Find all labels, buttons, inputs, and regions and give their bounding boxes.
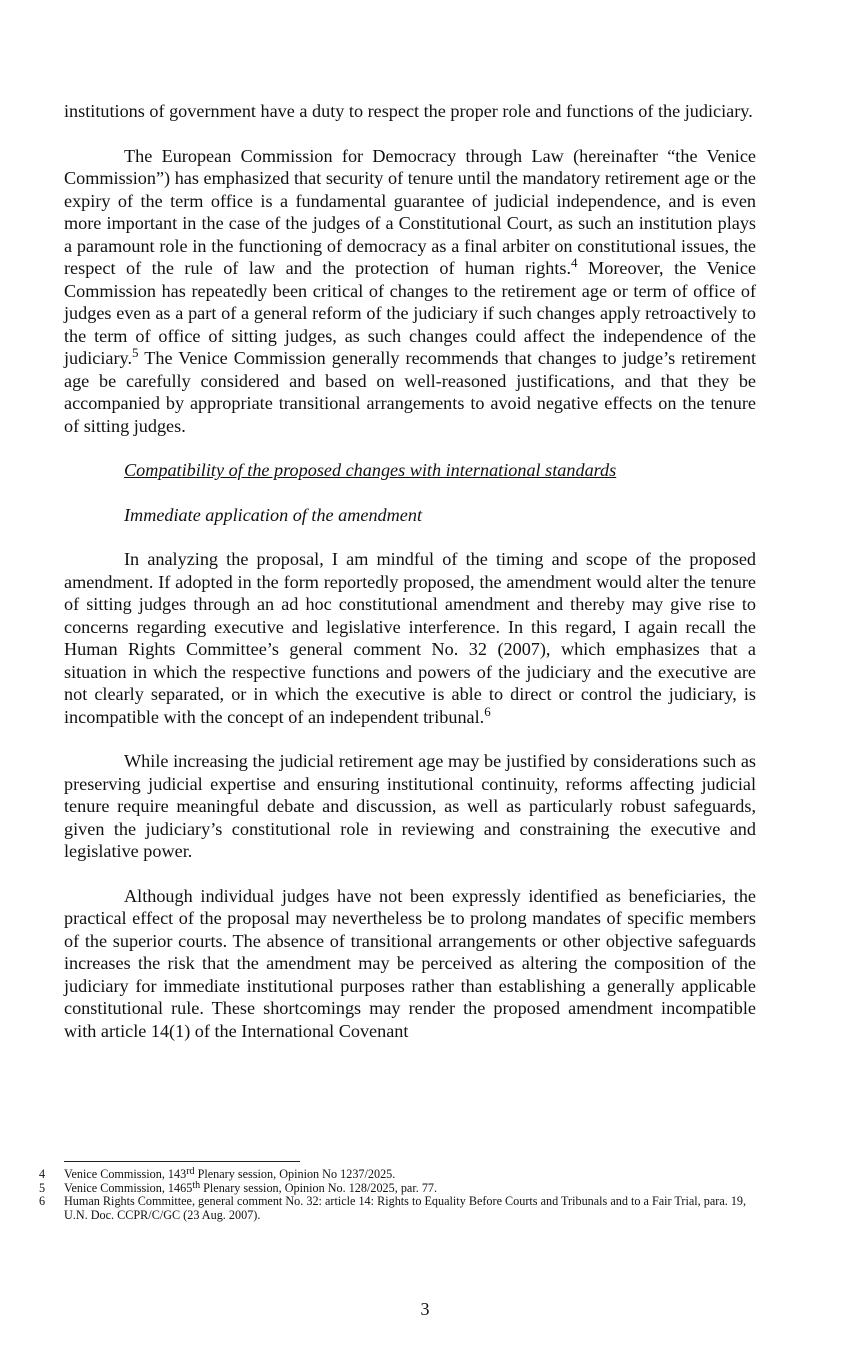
footnote-number: 4: [38, 1167, 46, 1181]
footnotes: [36, 1168, 756, 1222]
subsection-heading: Immediate application of the amendment: [124, 504, 423, 525]
footnote-ordinal: th: [192, 1179, 201, 1191]
footnote-text: Venice Commission, 1465: [64, 1180, 193, 1195]
paragraph-2-text-a: The European Commission for Democracy through Law (hereinafter “the Venice Commission”) has emphasized that security of tenure until the mandatory retirement age or the expiry of the term office is a fundamental guarantee of judicial independence, and is even more important in the case of the judges of a Constitutional Court, as such an institution plays a paramount role in the functioning of democracy as a final arbiter on constitutional issues, the respect of the rule of law and the protection of human rights.: [64, 145, 756, 278]
paragraph-5: Although individual judges have not been expressly identified as beneficiaries, the practical effect of the proposal may nevertheless be to prolong mandates of specific members of the superior courts. The absence of transitional arrangements or other objective safeguards increases the risk that the amendment may be perceived as altering the composition of the judiciary for immediate institutional purposes rather than establishing a generally applicable constitutional rule. These shortcomings may render the proposed amendment incompatible with article 14(1) of the International Covenant: [64, 885, 756, 1041]
paragraph-2-text-b: Moreover, the Venice Commission has repeatedly been critical of changes to the retirement age or term of office of judges even as a part of a general reform of the judiciary if such changes apply retroactively to the term of office of sitting judges, as such changes could affect the independence of the judiciary.: [64, 258, 756, 368]
section-heading: Compatibility of the proposed changes with international standards: [124, 460, 617, 480]
footnote-6: [36, 1195, 756, 1222]
footnote-number: 6: [38, 1194, 46, 1208]
footnote-number: 5: [38, 1180, 46, 1195]
page-number: 3: [420, 1299, 430, 1319]
paragraph-1: institutions of government have a duty to respect the proper role and functions of the judiciary.: [64, 101, 753, 121]
footnote-ref-4[interactable]: 4: [571, 255, 578, 270]
footnote-5: [36, 1179, 756, 1196]
paragraph-4: While increasing the judicial retirement age may be justified by considerations such as preserving judicial expertise and ensuring institutional continuity, reforms affecting judicial tenure require meaningful debate and discussion, as well as particularly robust safeguards, given the judiciary’s constitutional role in reviewing and constraining the executive and legislative power.: [64, 751, 756, 861]
footnote-4: [36, 1168, 756, 1182]
footnote-text: Plenary session, Opinion No. 128/2025, par. 77.: [200, 1180, 438, 1195]
footnote-separator: [64, 1161, 300, 1162]
footnote-ref-5[interactable]: 5: [132, 345, 139, 360]
paragraph-2: [64, 145, 756, 438]
footnote-ref-6[interactable]: 6: [484, 703, 491, 719]
document-body: [64, 100, 756, 1042]
footnote-ordinal: rd: [186, 1166, 195, 1177]
footnote-text: Human Rights Committee, general comment No. 32: article 14: Rights to Equality Before Courts and Tribunals and to a Fair Trial, para. 19, U.N. Doc. CCPR/C/GC (23 Aug. 2007).: [64, 1194, 747, 1222]
paragraph-3: [64, 548, 756, 728]
paragraph-2-text-c: The Venice Commission generally recommends that changes to judge’s retirement age be carefully considered and based on well-reasoned justifications, and that they be accompanied by appropriate transitional arrangements to avoid negative effects on the tenure of sitting judges.: [64, 348, 756, 436]
footnote-text: Venice Commission, 143: [64, 1167, 187, 1181]
paragraph-3-text: In analyzing the proposal, I am mindful of the timing and scope of the proposed amendment. If adopted in the form reportedly proposed, the amendment would alter the tenure of sitting judges through an ad hoc constitutional amendment and thereby may give rise to concerns regarding executive and legislative interference. In this regard, I again recall the Human Rights Committee’s general comment No. 32 (2007), which emphasizes that a situation in which the respective functions and powers of the judiciary and the executive are not clearly separated, or in which the executive is able to direct or control the judiciary, is incompatible with the concept of an independent tribunal.: [64, 549, 756, 727]
footnote-text: Plenary session, Opinion No 1237/2025.: [194, 1167, 396, 1181]
